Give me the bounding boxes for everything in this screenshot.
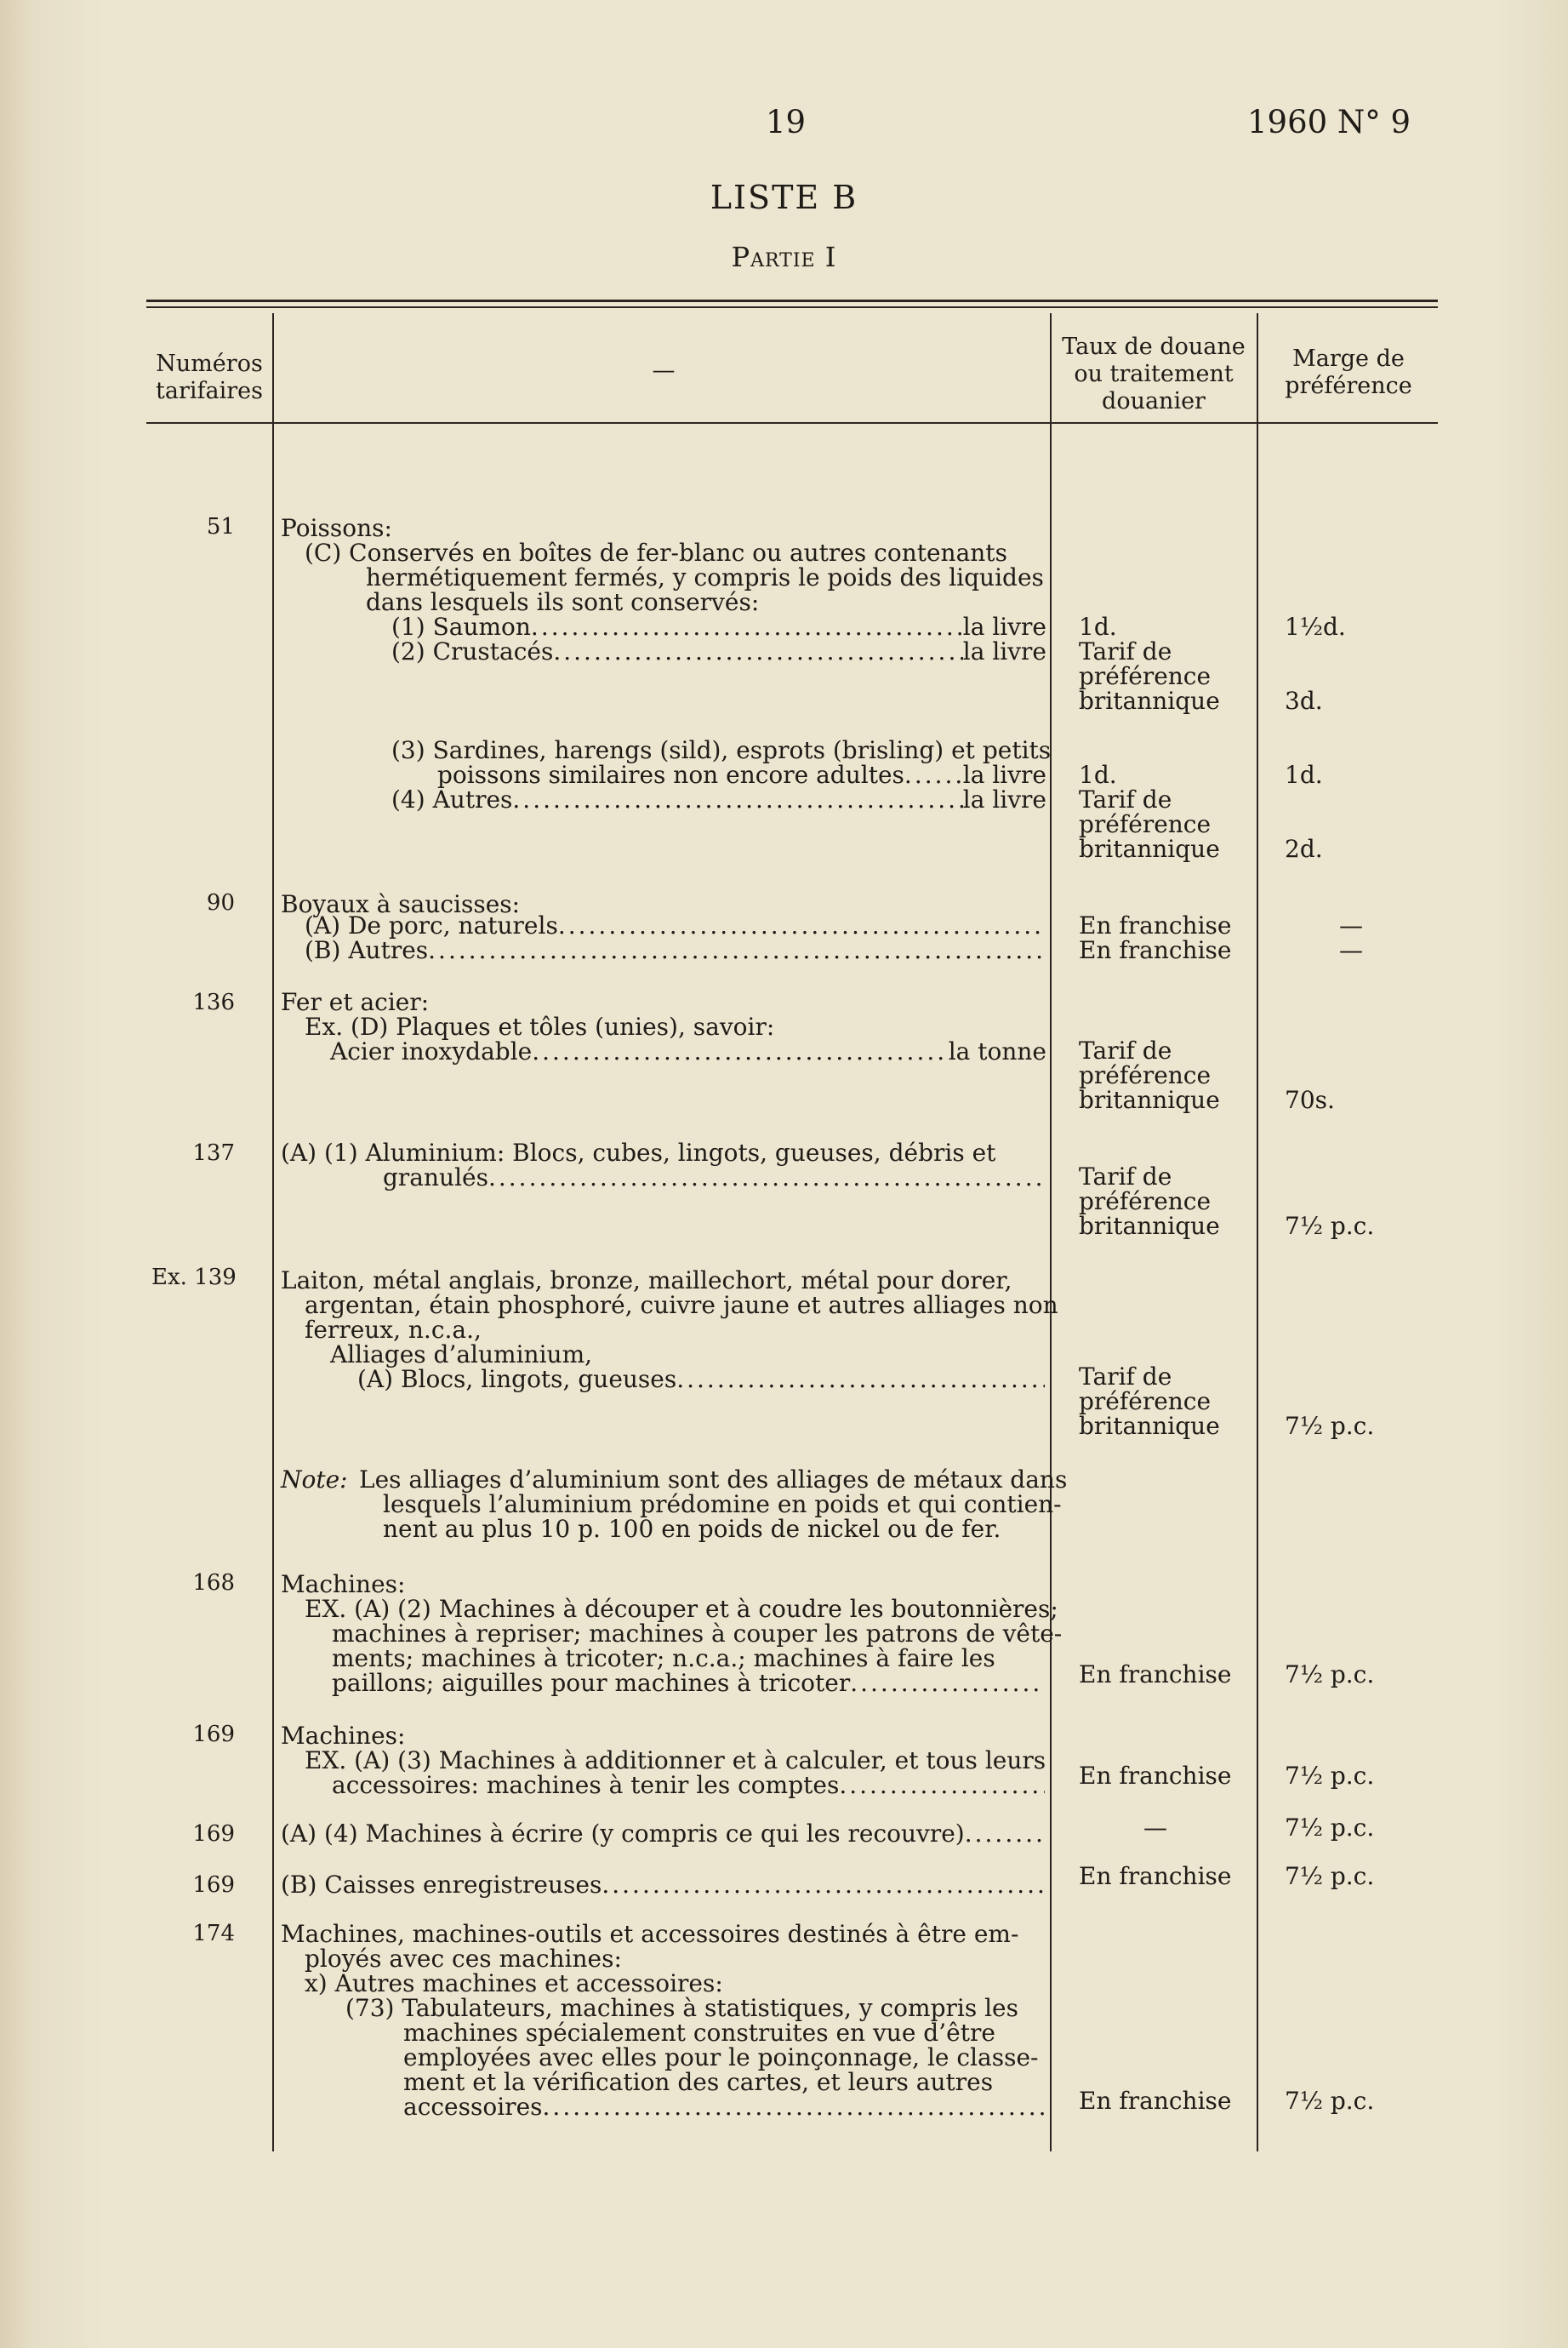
note-line: nent au plus 10 p. 100 en poids de nickel ou de fer.	[383, 1515, 1001, 1543]
margin-value: 1½d.	[1285, 613, 1346, 641]
entry-line: machines spécialement construites en vue d’être	[403, 2019, 995, 2047]
item-label: (B) Caisses enregistreuses	[281, 1871, 602, 1899]
margin-value: 7½ p.c.	[1285, 1212, 1375, 1240]
leader-line	[332, 1773, 1045, 1797]
margin-value: 7½ p.c.	[1285, 1814, 1375, 1842]
leader-line	[305, 913, 1045, 938]
rate-value: —	[1143, 1814, 1167, 1842]
item-label: (B) Autres	[305, 936, 429, 964]
rate-value: préférence	[1079, 662, 1212, 690]
entry-line: EX. (A) (2) Machines à découper et à coudre les boutonnières;	[305, 1595, 1058, 1623]
entry-line: argentan, étain phosphoré, cuivre jaune et autres alliages non	[305, 1291, 1058, 1319]
entry-line: Machines, machines-outils et accessoires destinés à être em-	[281, 1920, 1019, 1948]
entry-line: (A) (1) Aluminium: Blocs, cubes, lingots, gueuses, débris et	[281, 1139, 996, 1167]
rate-value: britannique	[1079, 1086, 1220, 1114]
margin-value: —	[1339, 936, 1363, 964]
note-label: Note:	[281, 1465, 348, 1494]
item-label: (A) (4) Machines à écrire (y compris ce qui les recouvre)	[281, 1820, 965, 1848]
leader-line	[281, 1821, 1045, 1846]
entry-line: ment et la vérification des cartes, et leurs autres	[403, 2068, 994, 2096]
entry-line: EX. (A) (3) Machines à additionner et à calculer, et tous leurs	[305, 1746, 1046, 1774]
item-label: accessoires	[403, 2093, 543, 2121]
entry-line: (C) Conservés en boîtes de fer-blanc ou autres contenants	[305, 539, 1007, 567]
column-divider-2	[1050, 313, 1052, 2151]
tariff-number: 169	[192, 1722, 235, 1747]
item-label: paillons; aiguilles pour machines à tricoter	[332, 1669, 851, 1697]
rate-value: En franchise	[1079, 936, 1232, 964]
leader-line	[437, 763, 1046, 787]
document-reference: 1960 N° 9	[1247, 104, 1411, 140]
item-label: (1) Saumon	[391, 613, 531, 641]
entry-title: Machines:	[281, 1722, 406, 1750]
entry-line: dans lesquels ils sont conservés:	[366, 588, 760, 616]
leader-line	[391, 787, 1046, 812]
rate-value: préférence	[1079, 1387, 1212, 1415]
margin-value: 7½ p.c.	[1285, 1762, 1375, 1790]
column-divider-3	[1257, 313, 1258, 2151]
entry-line: employées avec elles pour le poinçonnage, le classe-	[403, 2043, 1039, 2071]
entry-title: Poissons:	[281, 514, 392, 542]
item-label: (4) Autres	[391, 786, 513, 814]
rate-value: britannique	[1079, 835, 1220, 863]
entry-line: hermétiquement fermés, y compris le poids des liquides	[366, 563, 1044, 591]
rate-value: britannique	[1079, 687, 1220, 715]
margin-value: 2d.	[1285, 835, 1323, 863]
rate-value: En franchise	[1079, 2087, 1232, 2115]
page-number: 19	[766, 104, 807, 140]
margin-value: —	[1339, 911, 1363, 940]
rate-value: Tarif de	[1079, 1037, 1172, 1065]
item-unit: la livre	[962, 613, 1046, 641]
table-top-rule	[146, 300, 1438, 302]
margin-value: 70s.	[1285, 1086, 1335, 1114]
entry-title: Boyaux à saucisses:	[281, 890, 521, 918]
rate-value: préférence	[1079, 810, 1212, 838]
table-top-rule-2	[146, 306, 1438, 308]
entry-line: ments; machines à tricoter; n.c.a.; machines à faire les	[332, 1644, 995, 1672]
item-label: granulés	[383, 1163, 488, 1191]
rate-value: En franchise	[1079, 1862, 1232, 1890]
entry-line: ferreux, n.c.a.,	[305, 1316, 482, 1344]
column-divider-1	[272, 313, 274, 2151]
leader-line	[391, 639, 1046, 664]
leader-line	[357, 1367, 1045, 1391]
header-tariff-numbers: Numéros tarifaires	[156, 351, 263, 404]
margin-value: 1d.	[1285, 761, 1323, 789]
tariff-number: 136	[192, 990, 235, 1015]
rate-value: britannique	[1079, 1412, 1220, 1440]
rate-value: En franchise	[1079, 1762, 1232, 1790]
rate-value: En franchise	[1079, 1660, 1232, 1688]
note-line: Les alliages d’aluminium sont des alliages de métaux dans	[359, 1465, 1068, 1494]
rate-value: Tarif de	[1079, 786, 1172, 814]
entry-line: Ex. (D) Plaques et tôles (unies), savoir:	[305, 1013, 775, 1041]
item-label: accessoires: machines à tenir les comptes	[332, 1771, 840, 1799]
leader-line	[330, 1039, 1046, 1064]
entry-line: Alliages d’aluminium,	[330, 1340, 593, 1368]
item-label: poissons similaires non encore adultes	[437, 761, 904, 789]
rate-value: préférence	[1079, 1187, 1212, 1215]
tariff-number: Ex. 139	[151, 1265, 237, 1290]
rate-value: En franchise	[1079, 911, 1232, 940]
entry-title: Machines:	[281, 1570, 406, 1598]
item-unit: la tonne	[948, 1037, 1046, 1065]
margin-value: 3d.	[1285, 687, 1323, 715]
item-label: (A) Blocs, lingots, gueuses	[357, 1365, 677, 1393]
header-description: —	[652, 357, 676, 384]
leader-line	[332, 1671, 1045, 1695]
tariff-number: 169	[192, 1872, 235, 1898]
item-unit: la livre	[962, 761, 1046, 789]
rate-value: Tarif de	[1079, 1163, 1172, 1191]
rate-value: 1d.	[1079, 613, 1117, 641]
part-title: Partie I	[731, 241, 837, 273]
tariff-number: 137	[192, 1140, 235, 1166]
header-rate: Taux de douane ou traitement douanier	[1062, 334, 1246, 414]
entry-line: (73) Tabulateurs, machines à statistiques, y compris les	[345, 1994, 1018, 2022]
margin-value: 7½ p.c.	[1285, 1862, 1375, 1890]
rate-value: 1d.	[1079, 761, 1117, 789]
list-title: LISTE B	[710, 179, 858, 216]
item-label: (A) De porc, naturels	[305, 911, 558, 940]
entry-line: ployés avec ces machines:	[305, 1945, 622, 1973]
rate-value: britannique	[1079, 1212, 1220, 1240]
tariff-number: 51	[206, 514, 235, 540]
margin-value: 7½ p.c.	[1285, 2087, 1375, 2115]
header-margin: Marge de préférence	[1285, 346, 1412, 399]
item-unit: la livre	[962, 637, 1046, 666]
leader-line	[305, 938, 1045, 963]
note-line: lesquels l’aluminium prédomine en poids et qui contien-	[383, 1490, 1062, 1518]
rate-value: Tarif de	[1079, 637, 1172, 666]
item-unit: la livre	[962, 786, 1046, 814]
tariff-number: 174	[192, 1921, 235, 1946]
entry-line: (3) Sardines, harengs (sild), esprots (brisling) et petits	[391, 736, 1052, 764]
header-bottom-rule	[146, 422, 1438, 424]
tariff-number: 168	[192, 1570, 235, 1596]
leader-line	[281, 1872, 1045, 1897]
item-label: Acier inoxydable	[330, 1037, 533, 1065]
entry-title: Fer et acier:	[281, 988, 430, 1016]
entry-line: x) Autres machines et accessoires:	[305, 1969, 723, 1997]
tariff-number: 169	[192, 1821, 235, 1847]
leader-line	[383, 1165, 1045, 1190]
margin-value: 7½ p.c.	[1285, 1660, 1375, 1688]
leader-line	[391, 614, 1046, 639]
margin-value: 7½ p.c.	[1285, 1412, 1375, 1440]
tariff-number: 90	[206, 890, 235, 916]
item-label: (2) Crustacés	[391, 637, 554, 666]
rate-value: Tarif de	[1079, 1363, 1172, 1391]
rate-value: préférence	[1079, 1061, 1212, 1089]
leader-line	[403, 2094, 1045, 2119]
entry-line: machines à repriser; machines à couper les patrons de vête-	[332, 1620, 1063, 1648]
entry-line: Laiton, métal anglais, bronze, maillechort, métal pour dorer,	[281, 1266, 1012, 1294]
